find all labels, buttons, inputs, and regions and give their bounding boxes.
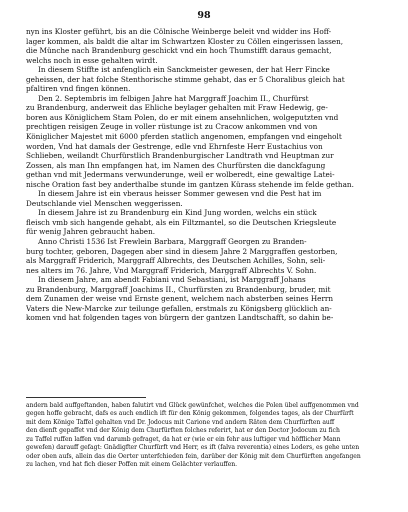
footnote-line: gewefen) darauff gefagt: Gnädigfter Churfürft vnd Herr, es ift (falva reverentia) eines Loders, es gehe unten — [26, 444, 360, 452]
text-line: pfaltiren vnd fingen können. — [26, 84, 131, 94]
text-line: zu Brandenburg, Marggraff Joachims II., Churfürsten zu Brandenburg, bruder, mit — [26, 284, 331, 294]
text-line: Schlieben, weilandt Churfürstlich Brandenburgischer Landtrath vnd Heuptman zur — [26, 151, 334, 161]
main-text — [26, 27, 384, 323]
footnote-line: zu Taffel ruffen laffen vnd darumb gefraget, da hat er (wie er ein fehr aus luftiger vnd höfflicher Mann — [26, 435, 341, 443]
paragraph — [26, 237, 384, 275]
text-line: Deutschlande viel Menschen weggerissen. — [26, 198, 183, 208]
text-line: Den 2. Septembris im felbigen Jahre hat Marggraff Joachim II., Churfürst — [38, 93, 309, 103]
text-line: Anno Christi 1536 Ist Frewlein Barbara, Marggraff Georgen zu Branden- — [38, 237, 307, 247]
text-line: Zossen, als man Ihn empfangen hat, im Namen des Churfürsten die danckfagung — [26, 160, 326, 170]
paragraph — [26, 275, 384, 323]
text-line: In diesem Jahre, am abendt Fabiani vnd Sebastiani, ist Marggraff Johans — [38, 275, 306, 285]
text-line: burg tochter, geboren, Dagegen aber sind in diesem Jahre 2 Marggraffen gestorben, — [26, 246, 338, 256]
footnote-divider — [26, 397, 146, 398]
text-line: nyn ins Kloster geführt, bis an die Cölnische Weinberge beleit vnd widder ins Hoff- — [26, 27, 332, 36]
text-line: geheissen, der hat folche Stenthorische stimme gehabt, das er 5 Choralibus gleich hat — [26, 74, 345, 84]
text-line: In diesem Jahre ist ein vberaus heisser Sommer gewesen vnd die Pest hat im — [38, 189, 322, 199]
text-line: prechtigen reisigen Zeuge in voller rüstunge ist zu Cracow ankommen vnd von — [26, 122, 318, 132]
text-line: als Marggraff Friderich, Marggraff Albrechts, des Deutschen Achilles, Sohn, seli- — [26, 256, 326, 266]
text-line: gethan vnd mit Jedermans verwunderunge, weil er wolberedt, eine gewaltige Latei- — [26, 170, 335, 180]
text-line: Königlicher Majestet mit 6000 pferden statlich angenomen, empfangen vnd eingeholt — [26, 132, 342, 142]
text-line: dem Zunamen der weise vnd Ernste genent, welchem nach absterben seines Herrn — [26, 294, 334, 304]
footnote-line: oder oben aufs, allein das die Oerter unterfchieden fein, darüber der König mit dem Churfürften angefangen — [26, 452, 361, 460]
paragraph — [26, 27, 384, 65]
text-line: boren aus Königlichem Stam Polen, do er mit einem ansehnlichen, wolgeputzten vnd — [26, 112, 339, 122]
footnote-line: zu lachen, vnd hat fich dieser Poffen mit einem Gelächter verlauffen. — [26, 461, 238, 469]
text-line: In diesem Stiffte ist anfenglich ein Sanckmeister gewesen, der hat Herr Fincke — [38, 65, 330, 75]
text-line: komen vnd hat folgenden tages von bürgern der gantzen Landtschafft, so dahin be- — [26, 313, 334, 323]
page-number: 98 — [197, 10, 211, 21]
text-line: welchs noch in esse gehalten wirdt. — [26, 55, 158, 65]
paragraph — [26, 189, 384, 208]
text-line: für wenig Jahren gebraucht haben. — [26, 227, 156, 237]
text-line: Vaters die New-Marcke zur teilunge gefallen, erstmals zu Königsberg glücklich an- — [26, 303, 332, 313]
text-line: worden, Vnd hat damals der Gestrenge, edle vnd Ehrnfeste Herr Eustachius von — [26, 141, 323, 151]
text-line: lager kommen, als baldt die altar im Schwartzen Kloster zu Cöllen eingerissen lassen, — [26, 36, 344, 46]
footnote-line: andern bald auffgeftanden, haben falutirt vnd Glück gewünfchet, welches die Polen übel auffgenommen vnd — [26, 402, 359, 409]
text-line: nes alters im 76. Jahre, Vnd Marggraff Friderich, Marggraff Albrechts V. Sohn. — [26, 265, 317, 275]
text-line: In diesem Jahre ist zu Brandenburg ein Kind Jung worden, welchs ein stück — [38, 208, 317, 218]
footnote-line: mit dem Könige Taffel gehalten vnd Dr. Jodocus mit Carione vnd andern Räten dem Churfürften auff — [26, 418, 335, 426]
text-line: fleisch vmb sich hangende gehabt, als ein Filtzmantel, so die Deutschen Kriegsleute — [26, 217, 337, 227]
footnote-line: gegen hoffe gebracht, dafs es auch endlich ift für den König gekommen, folgendes tages, als der Churfürft — [26, 410, 354, 418]
paragraph — [26, 65, 384, 94]
paragraph — [26, 94, 384, 189]
text-line: die Münche nach Brandenburg geschickt vnd ein hoch Thumstifft daraus gemacht, — [26, 46, 332, 56]
paragraph — [26, 208, 384, 237]
footnote — [26, 402, 384, 470]
text-line: nische Oration fast bey anderthalbe stunde im gantzen Kürass stehende im felde gethan. — [26, 179, 354, 189]
text-line: zu Brandenburg, anderweit das Ehliche beylager gehalten mit Fraw Hedewig, ge- — [26, 103, 328, 113]
footnote-line: den dienft gepaffet vnd der König dem Churfürften folches referirt, hat er den Doctor Jodocum zu fich — [26, 427, 340, 435]
